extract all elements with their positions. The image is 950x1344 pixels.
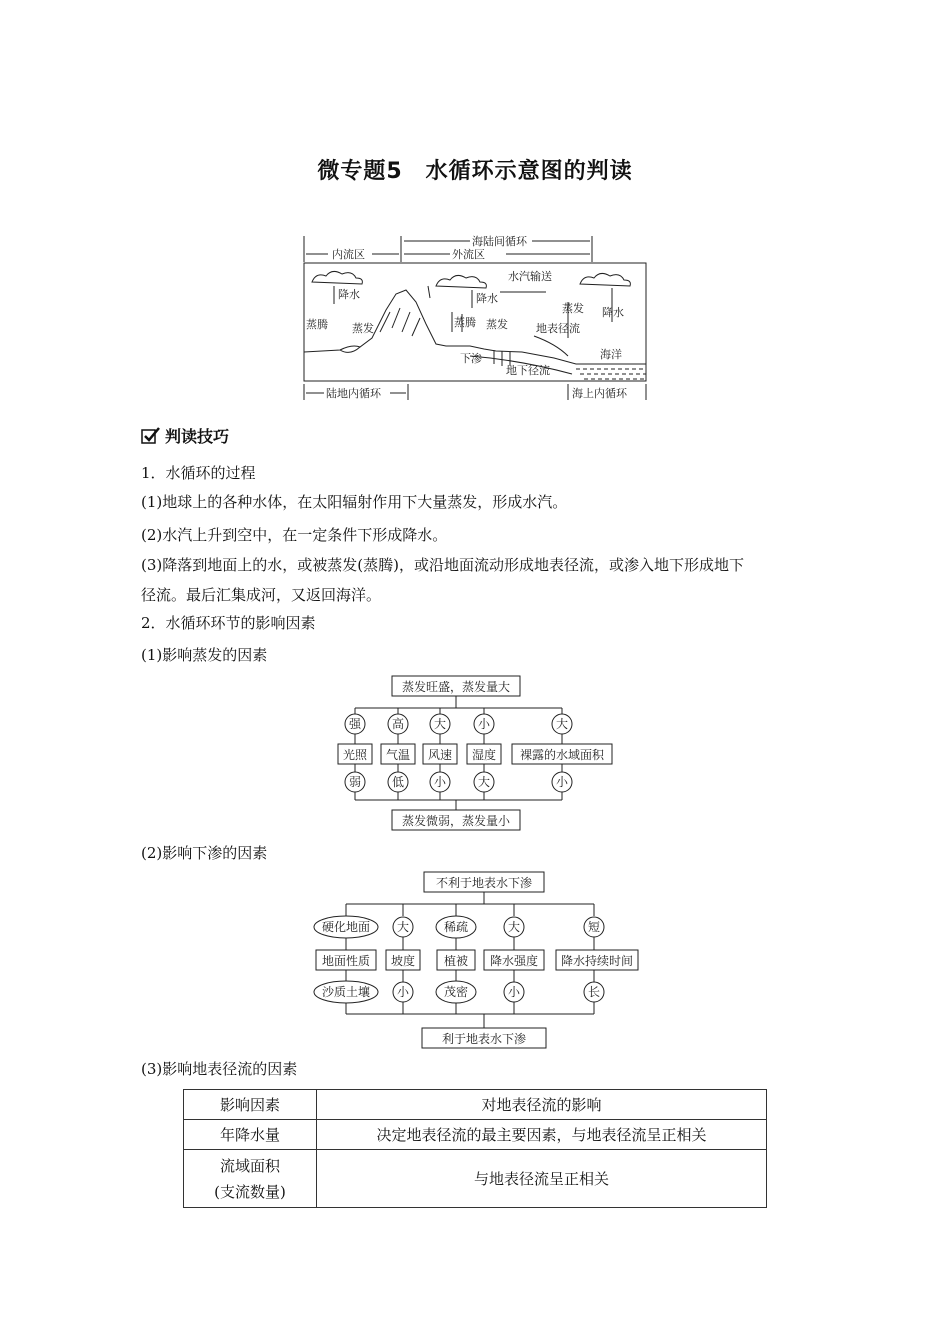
table-cell: 年降水量 <box>184 1120 317 1150</box>
table-row <box>184 1150 767 1208</box>
infil-high: 大 <box>396 920 410 934</box>
svg-text:降水: 降水 <box>476 292 498 305</box>
runoff-factor-table <box>183 1089 767 1208</box>
table-cell-line: (支流数量) <box>214 1182 286 1201</box>
svg-text:海洋: 海洋 <box>600 348 622 361</box>
table-header-cell: 影响因素 <box>184 1090 317 1120</box>
section-header-label: 判读技巧 <box>165 427 230 446</box>
svg-text:蒸发: 蒸发 <box>562 302 584 315</box>
section-header <box>141 424 229 447</box>
infil-top: 不利于地表水下渗 <box>435 876 533 890</box>
table-cell: 与地表径流呈正相关 <box>317 1150 767 1208</box>
table-cell-line: 流域面积 <box>219 1156 280 1175</box>
table-row <box>184 1120 767 1150</box>
evaporation-factor-chart <box>330 674 620 834</box>
infil-factor: 地面性质 <box>321 954 371 968</box>
evap-high: 大 <box>433 717 447 731</box>
evap-low: 小 <box>433 775 447 789</box>
page-title: 微专题5 水循环示意图的判读 <box>317 159 633 184</box>
evap-low: 小 <box>555 775 569 789</box>
evap-factor: 湿度 <box>471 748 497 762</box>
svg-text:内流区: 内流区 <box>332 248 365 261</box>
infil-bottom: 利于地表水下渗 <box>441 1032 527 1046</box>
svg-text:蒸发: 蒸发 <box>352 322 374 335</box>
infil-low: 长 <box>587 985 601 999</box>
table-cell: 决定地表径流的最主要因素，与地表径流呈正相关 <box>317 1120 767 1150</box>
evap-high: 大 <box>555 717 569 731</box>
evap-factor: 风速 <box>427 748 453 762</box>
infil-low: 沙质土壤 <box>321 985 371 999</box>
para-1: 1．水循环的过程 <box>141 464 256 482</box>
evap-high: 强 <box>348 717 362 731</box>
para-2: (1)地球上的各种水体，在太阳辐射作用下大量蒸发，形成水汽。 <box>141 493 568 511</box>
para-6: 2．水循环环节的影响因素 <box>141 614 316 632</box>
para-4: (3)降落到地面上的水，或被蒸发(蒸腾)，或沿地面流动形成地表径流，或渗入地下形成地下 <box>141 556 744 574</box>
checkbox-check-icon <box>141 427 161 445</box>
table-cell <box>184 1150 317 1208</box>
water-cycle-diagram <box>300 232 652 404</box>
svg-text:水汽输送: 水汽输送 <box>508 270 552 283</box>
para-8: (2)影响下渗的因素 <box>141 844 268 862</box>
evap-high: 高 <box>391 717 405 731</box>
infil-factor: 降水强度 <box>489 954 539 968</box>
svg-text:地下径流: 地下径流 <box>506 364 550 377</box>
svg-text:下渗: 下渗 <box>460 352 482 365</box>
svg-text:蒸发: 蒸发 <box>486 318 508 331</box>
infil-factor: 降水持续时间 <box>560 954 634 968</box>
para-5: 径流。最后汇集成河，又返回海洋。 <box>141 586 382 604</box>
table-header-row <box>184 1090 767 1120</box>
evap-factor: 裸露的水域面积 <box>519 748 605 762</box>
svg-text:蒸腾: 蒸腾 <box>306 318 328 331</box>
evap-low: 弱 <box>348 775 362 789</box>
para-9: (3)影响地表径流的因素 <box>141 1060 298 1078</box>
svg-text:陆地内循环: 陆地内循环 <box>326 387 381 400</box>
svg-text:降水: 降水 <box>602 306 624 319</box>
evap-high: 小 <box>477 717 491 731</box>
infil-factor: 植被 <box>443 954 469 968</box>
svg-text:海陆间循环: 海陆间循环 <box>472 235 527 248</box>
evap-low: 大 <box>477 775 491 789</box>
svg-text:蒸腾: 蒸腾 <box>454 316 476 329</box>
para-7: (1)影响蒸发的因素 <box>141 646 268 664</box>
svg-text:海上内循环: 海上内循环 <box>572 387 627 400</box>
infil-low: 小 <box>396 985 410 999</box>
evap-factor: 光照 <box>342 748 368 762</box>
svg-text:降水: 降水 <box>338 288 360 301</box>
infil-low: 茂密 <box>443 985 469 999</box>
infil-high: 短 <box>587 920 601 934</box>
svg-text:地表径流: 地表径流 <box>536 322 580 335</box>
svg-text:外流区: 外流区 <box>452 248 485 261</box>
infil-low: 小 <box>507 985 521 999</box>
infil-high: 稀疏 <box>443 920 469 934</box>
evap-bottom: 蒸发微弱，蒸发量小 <box>401 814 511 828</box>
evap-top: 蒸发旺盛，蒸发量大 <box>401 680 511 694</box>
infiltration-factor-chart <box>310 870 650 1052</box>
infil-factor: 坡度 <box>390 954 416 968</box>
infil-high: 硬化地面 <box>321 920 371 934</box>
para-3: (2)水汽上升到空中，在一定条件下形成降水。 <box>141 526 448 544</box>
infil-high: 大 <box>507 920 521 934</box>
evap-factor: 气温 <box>385 748 411 762</box>
table-header-cell: 对地表径流的影响 <box>317 1090 767 1120</box>
evap-low: 低 <box>391 775 405 789</box>
